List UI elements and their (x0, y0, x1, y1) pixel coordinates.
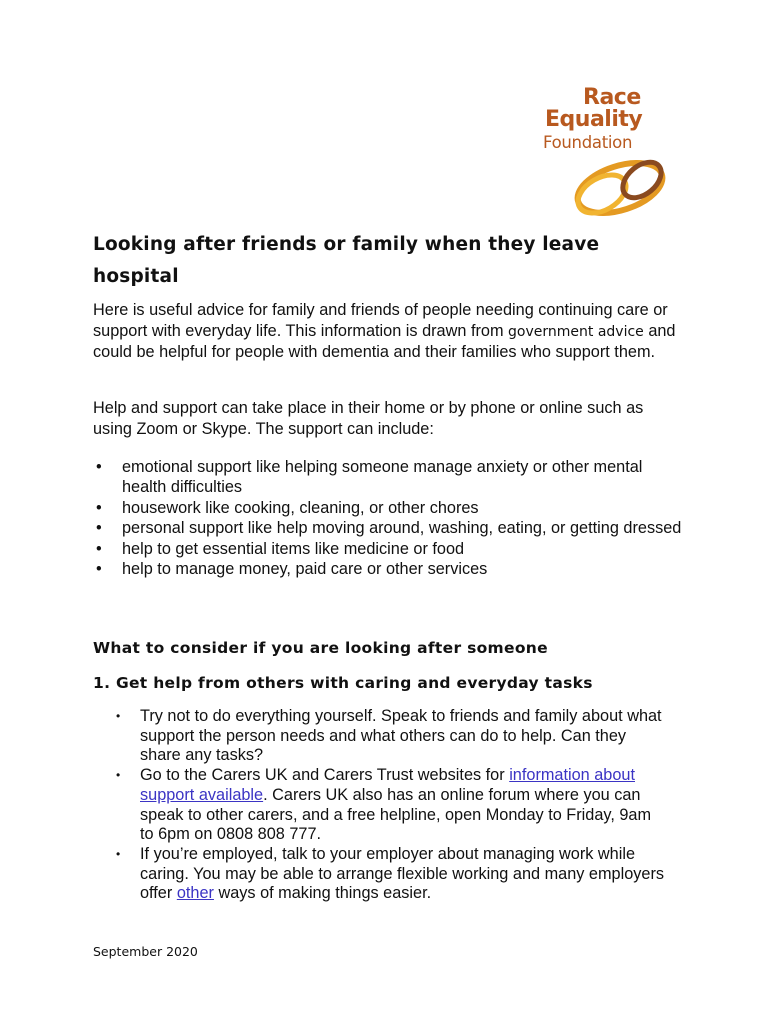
logo-text-line3: Foundation (543, 133, 633, 152)
intro-text-end: and could be helpful for people with dementia and their families who support them. (93, 321, 676, 361)
support-list (96, 457, 686, 579)
bullet-icon: • (116, 846, 121, 861)
information-about-support-link[interactable]: information about support available (140, 766, 635, 804)
intro-paragraph (93, 300, 683, 363)
bullet-icon: • (96, 498, 102, 517)
subsection-heading: 1. Get help from others with caring and everyday tasks (93, 674, 593, 692)
bullet-icon: • (96, 539, 102, 558)
logo-rings-icon (562, 150, 680, 220)
list-item: • emotional support like helping someone manage anxiety or other mental health difficulties (96, 458, 643, 497)
support-intro-paragraph: Help and support can take place in their home or by phone or online such as using Zoom or Skype. The support can include: (93, 399, 644, 438)
bullet-icon: • (96, 560, 102, 579)
other-ways-link[interactable]: other (176, 884, 214, 903)
section-heading: What to consider if you are looking after someone (93, 639, 548, 657)
page-title: Looking after friends or family when they leave hospital (93, 234, 600, 287)
list-item: • housework like cooking, cleaning, or other chores (96, 498, 479, 517)
tips-list (116, 707, 666, 904)
footer-date: September 2020 (93, 944, 198, 959)
list-item: • Try not to do everything yourself. Speak to friends and family about what support the person needs and what others can do to help. Can they share any tasks? (116, 707, 662, 765)
logo-text-line1: Race (583, 85, 641, 110)
bullet-icon: • (116, 709, 121, 723)
list-item: • personal support like help moving around, washing, eating, or getting dressed (96, 519, 682, 538)
intro-text-start: Here is useful advice for family and friends of people needing continuing care or support with everyday life. This information is drawn from (93, 301, 668, 340)
list-item: • If you’re employed, talk to your employer about managing work while caring. You may be able to arrange flexible working and many employers offer other ways of making things easier. (116, 844, 665, 903)
logo-text-line2: Equality (545, 107, 643, 132)
government-advice-link[interactable]: government advice (508, 323, 644, 340)
list-item: • help to manage money, paid care or other services (96, 560, 488, 579)
bullet-icon: • (96, 519, 102, 538)
bullet-icon: • (96, 458, 102, 476)
list-item: • Go to the Carers UK and Carers Trust websites for information about support available. Carers UK also has an online forum where you can speak to other carers, and a free helpline, open Monday to Friday, 9am to 6pm on 0808 808 777. (116, 766, 652, 844)
bullet-icon: • (116, 768, 121, 783)
list-item: • help to get essential items like medicine or food (96, 539, 465, 558)
race-equality-foundation-logo (540, 86, 680, 220)
